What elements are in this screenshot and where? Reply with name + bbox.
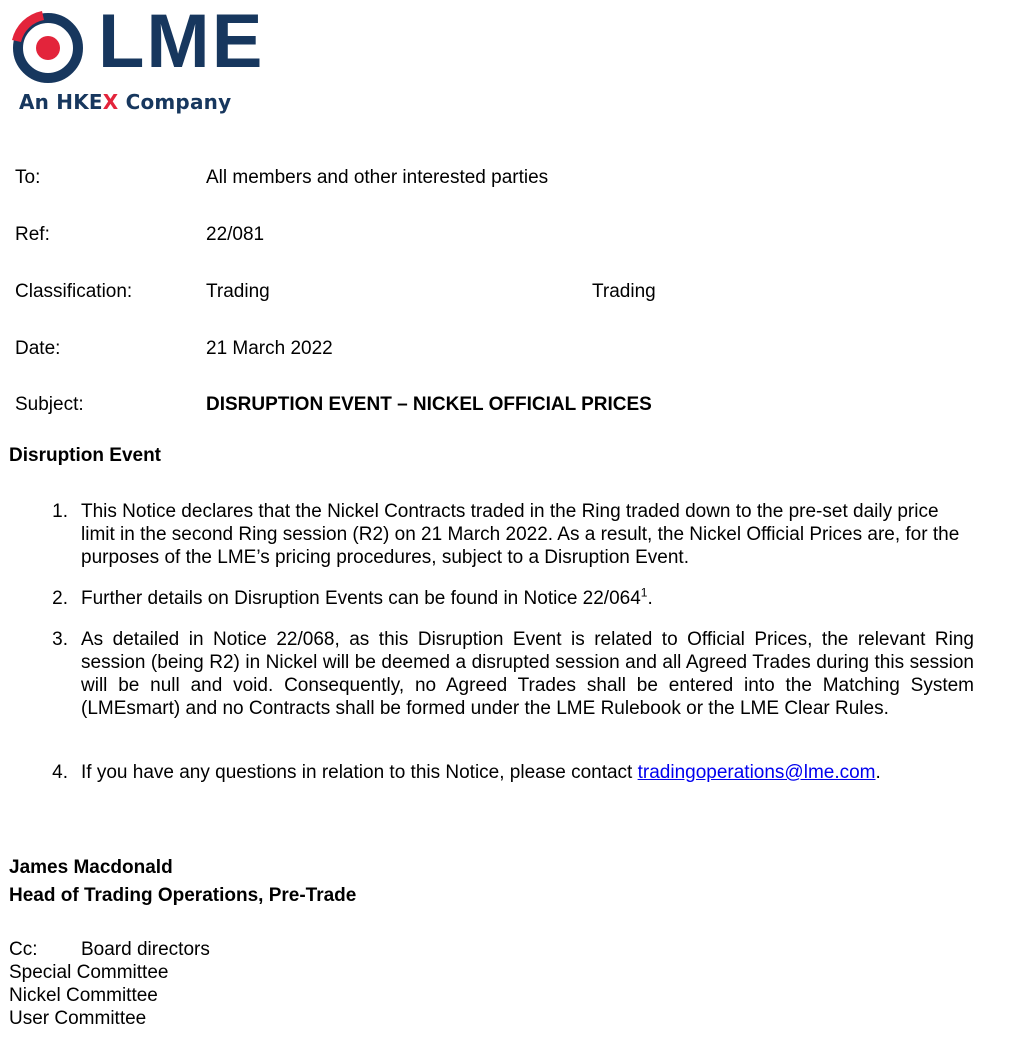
paragraph-number: 2. xyxy=(52,588,68,609)
logo-tagline-x: X xyxy=(102,90,119,114)
paragraph-text: This Notice declares that the Nickel Contracts traded in the Ring traded down to the pre-set daily price limit in the second Ring session (R2) on 21 March 2022. As a result, the Nickel Official Prices are, for the purposes of the LME’s pricing procedures, subject to a Disruption Event. xyxy=(81,501,960,568)
cc-recipient: Board directors xyxy=(81,939,210,960)
ref-value: 22/081 xyxy=(206,224,265,245)
classification-value: Trading xyxy=(206,281,270,302)
cc-recipient: Special Committee xyxy=(9,962,169,983)
header-classification-row xyxy=(15,280,1005,304)
paragraph-end: . xyxy=(875,762,881,783)
paragraph-end: . xyxy=(647,588,653,609)
subject-label: Subject: xyxy=(15,394,84,415)
header-date-row xyxy=(15,337,1005,361)
paragraph-text: As detailed in Notice 22/068, as this Disruption Event is related to Official Prices, the relevant Ring session (being R2) in Nickel will be deemed a disrupted session and all Agreed Trades during this session will be null and void. Consequently, no Agreed Trades shall be entered into the Matching System (LMEsmart) and no Contracts shall be formed under the LME Rulebook or the LME Clear Rules. xyxy=(81,629,974,719)
logo-tagline-suffix: Company xyxy=(118,90,232,114)
paragraph-number: 3. xyxy=(52,629,68,650)
header-subject-row xyxy=(15,393,1005,417)
ref-label: Ref: xyxy=(15,224,50,245)
paragraph-number: 1. xyxy=(52,501,68,522)
to-label: To: xyxy=(15,167,41,188)
email-link[interactable]: tradingoperations@lme.com xyxy=(637,762,876,783)
signatory-name: James Macdonald xyxy=(9,857,173,878)
signatory-title: Head of Trading Operations, Pre-Trade xyxy=(9,885,357,906)
header-to-row xyxy=(15,166,1005,190)
lme-logo xyxy=(8,0,265,120)
header-ref-row xyxy=(15,223,1005,247)
cc-line xyxy=(9,938,210,961)
to-value: All members and other interested parties xyxy=(206,167,549,188)
lme-roundel-icon xyxy=(8,8,94,84)
date-label: Date: xyxy=(15,338,61,359)
paragraph-3 xyxy=(40,628,974,744)
date-value: 21 March 2022 xyxy=(206,338,333,359)
subject-value: DISRUPTION EVENT – NICKEL OFFICIAL PRICES xyxy=(206,394,652,415)
paragraph-text xyxy=(81,587,974,610)
cc-recipient: Nickel Committee xyxy=(9,985,158,1006)
logo-tagline-prefix: An HKE xyxy=(19,90,103,114)
paragraph-number: 4. xyxy=(52,762,68,783)
logo-wordmark: LME xyxy=(98,0,265,84)
cc-list xyxy=(9,938,210,1030)
footnote-marker: 1 xyxy=(640,585,648,600)
paragraph-1 xyxy=(40,500,974,570)
classification-label: Classification: xyxy=(15,281,133,302)
paragraph-2 xyxy=(40,587,974,611)
classification-value-secondary: Trading xyxy=(592,281,656,302)
paragraph-4 xyxy=(40,761,974,785)
paragraph-text xyxy=(81,761,974,784)
cc-recipient: User Committee xyxy=(9,1008,147,1029)
cc-label: Cc: xyxy=(9,939,38,960)
paragraph-body: Further details on Disruption Events can be found in Notice 22/064 xyxy=(81,588,641,609)
logo-tagline xyxy=(19,90,231,114)
paragraph-body: If you have any questions in relation to this Notice, please contact xyxy=(81,762,638,783)
section-title: Disruption Event xyxy=(9,445,162,466)
